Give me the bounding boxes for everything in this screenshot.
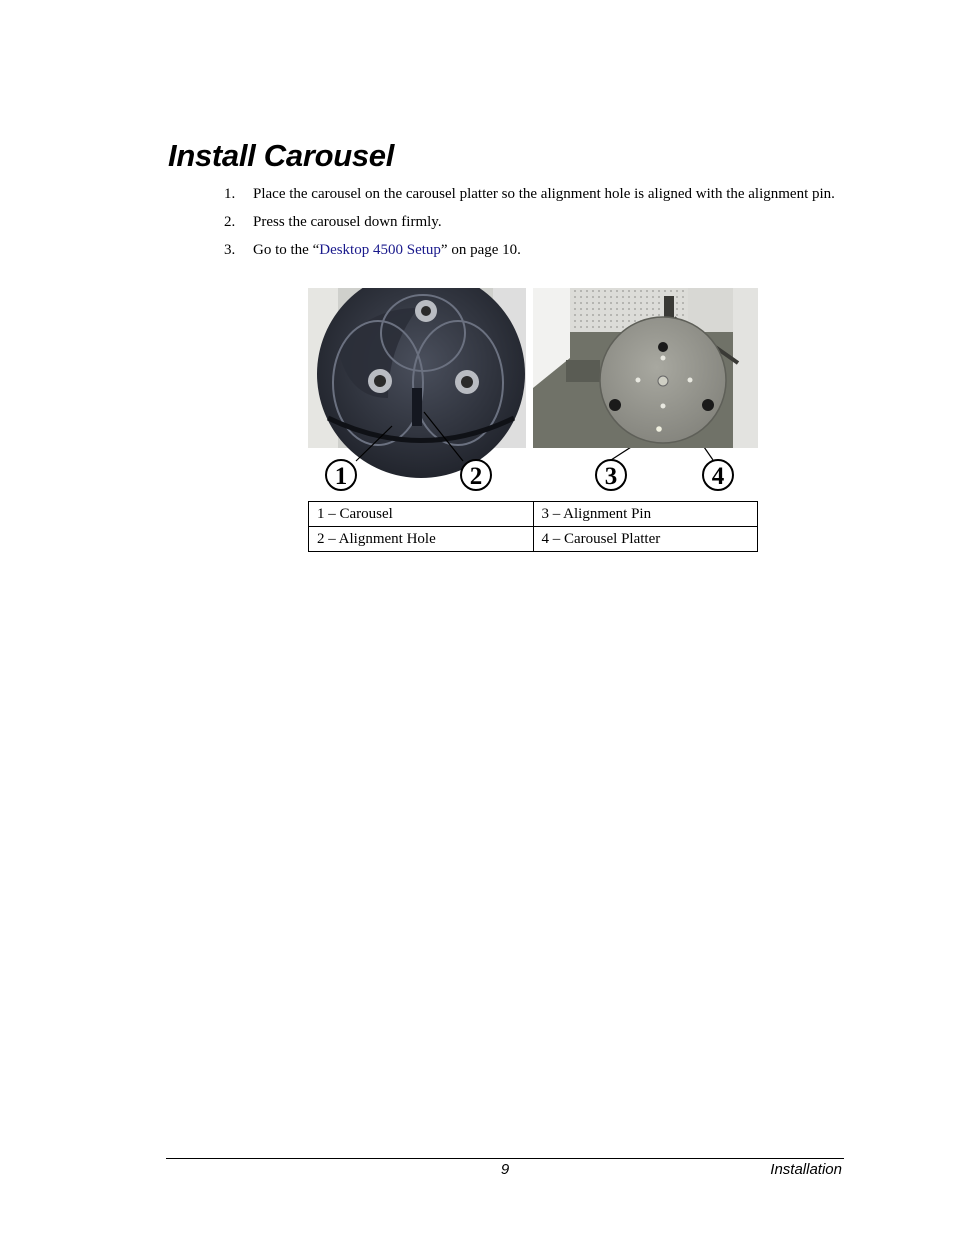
callout-3-label: 3: [604, 463, 618, 490]
callout-3: [596, 460, 626, 490]
step-number: 1.: [224, 186, 236, 202]
step-text-suffix: ” on page 10.: [440, 242, 521, 258]
step-item: [224, 213, 844, 232]
step-item: [224, 185, 844, 204]
table-row: [309, 502, 758, 527]
step-number: 2.: [224, 214, 236, 230]
table-cell: 3 – Alignment Pin: [533, 502, 758, 527]
callout-2: [461, 460, 491, 490]
callout-2-label: 2: [469, 463, 483, 490]
platter-photo: [533, 288, 758, 448]
table-cell: 1 – Carousel: [309, 502, 534, 527]
step-text-prefix: Go to the “: [253, 242, 320, 258]
footer-divider: [166, 1158, 844, 1159]
step-item: [224, 241, 844, 260]
step-number: 3.: [224, 242, 236, 258]
step-text: Place the carousel on the carousel platter so the alignment hole is aligned with the alignment pin.: [253, 186, 835, 202]
step-text: [253, 242, 521, 258]
table-cell: 4 – Carousel Platter: [533, 527, 758, 552]
table-row: [309, 527, 758, 552]
steps-list: [224, 185, 844, 269]
callout-1-label: 1: [334, 463, 348, 490]
footer-section-title: Installation: [770, 1161, 842, 1178]
table-cell: 2 – Alignment Hole: [309, 527, 534, 552]
callout-4: [703, 460, 733, 490]
carousel-photo: [308, 288, 526, 478]
carousel-photos: [308, 288, 758, 494]
callout-1: [326, 460, 356, 490]
callout-4-label: 4: [711, 463, 725, 490]
step-text: Press the carousel down firmly.: [253, 214, 442, 230]
page-title: Install Carousel: [168, 138, 395, 173]
desktop-setup-link[interactable]: Desktop 4500 Setup: [319, 242, 441, 258]
page-number: 9: [500, 1161, 510, 1178]
callout-legend-table: [308, 501, 758, 552]
